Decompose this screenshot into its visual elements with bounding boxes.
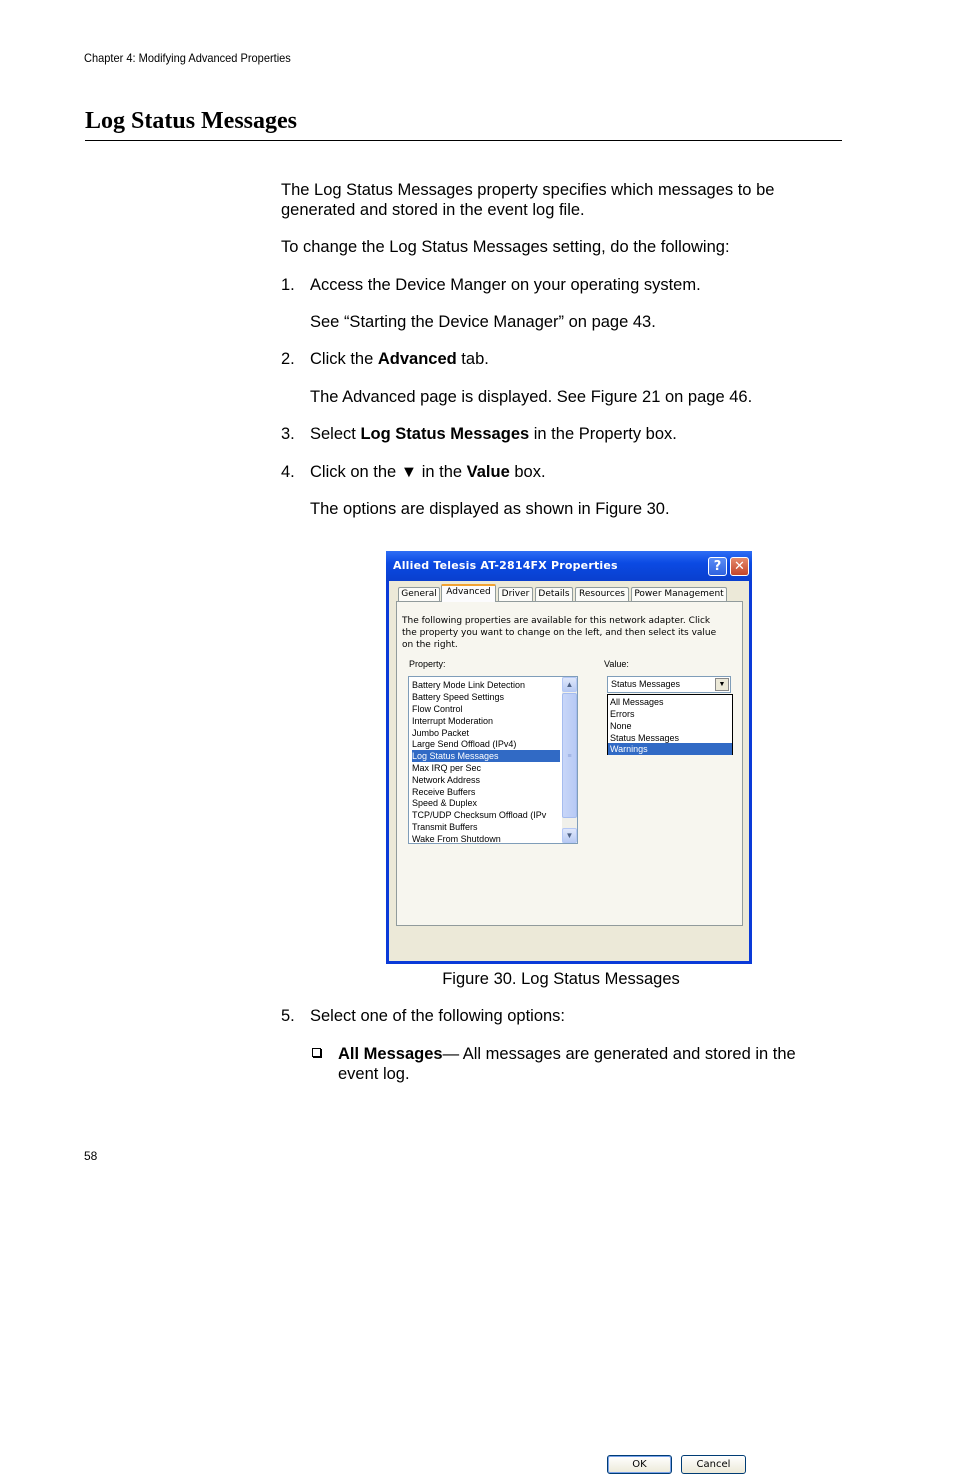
option-line-2: event log. [338, 1065, 410, 1083]
close-button[interactable]: ✕ [730, 557, 749, 576]
step-2-text [310, 349, 489, 369]
property-item[interactable]: Receive Buffers [412, 787, 476, 797]
step-5-text: Select one of the following options: [310, 1007, 566, 1025]
property-item[interactable]: Large Send Offload (IPv4) [412, 739, 517, 749]
step-2-bold: Advanced [377, 350, 457, 368]
option-all-messages-bold: All Messages [338, 1045, 443, 1063]
step-2-post: tab. [456, 350, 489, 368]
step-4-post: box. [509, 463, 546, 481]
step-2-pre: Click the [310, 350, 378, 368]
intro-line-1: The Log Status Messages property specifies which messages to be [281, 181, 775, 199]
section-title: Log Status Messages [85, 108, 298, 134]
intro-paragraph [281, 180, 774, 220]
scroll-down-icon[interactable]: ▼ [562, 828, 577, 843]
value-option[interactable]: All Messages [610, 697, 664, 707]
property-item[interactable]: Flow Control [412, 704, 463, 714]
step-3-text [310, 424, 677, 444]
step-3-post: in the Property box. [529, 425, 677, 443]
step-2-note: The Advanced page is displayed. See Figure 21 on page 46. [310, 388, 753, 406]
step-5-number: 5. [281, 1007, 295, 1025]
option-all-messages [338, 1044, 796, 1084]
property-item[interactable]: Network Address [412, 775, 481, 785]
option-line-1 [338, 1044, 796, 1064]
value-option[interactable]: None [610, 721, 632, 731]
property-item[interactable]: Speed & Duplex [412, 798, 478, 808]
property-item[interactable]: Interrupt Moderation [412, 716, 494, 726]
property-label: Property: [409, 659, 446, 669]
property-scrollbar[interactable] [562, 677, 577, 843]
tab-power-management[interactable]: Power Management [631, 587, 727, 601]
property-item[interactable]: TCP/UDP Checksum Offload (IPv [412, 810, 547, 820]
running-head: Chapter 4: Modifying Advanced Properties [84, 51, 291, 65]
value-combobox[interactable] [607, 676, 731, 693]
value-combobox-text: Status Messages [611, 679, 681, 689]
tab-general[interactable]: General [398, 587, 440, 601]
tab-details[interactable]: Details [535, 587, 573, 601]
page-number: 58 [84, 1149, 98, 1163]
step-3-pre: Select [310, 425, 361, 443]
tab-advanced[interactable]: Advanced [441, 584, 496, 602]
description-line-3: on the right. [402, 640, 458, 650]
step-4-pre: Click on the ▼ in the [310, 463, 467, 481]
cancel-button[interactable]: Cancel [681, 1455, 746, 1474]
help-button[interactable]: ? [708, 557, 727, 576]
step-4-number: 4. [281, 463, 295, 481]
property-item[interactable]: Transmit Buffers [412, 822, 478, 832]
dialog-title: Allied Telesis AT-2814FX Properties [393, 559, 618, 572]
tab-resources[interactable]: Resources [575, 587, 629, 601]
step-4-bold: Value [466, 463, 510, 481]
title-rule [85, 140, 842, 141]
value-dropdown-list[interactable] [607, 694, 733, 755]
figure-caption: Figure 30. Log Status Messages [442, 970, 680, 988]
property-listbox[interactable] [408, 676, 578, 844]
value-option-highlighted[interactable]: Warnings [608, 743, 732, 755]
tab-driver[interactable]: Driver [498, 587, 533, 601]
property-item-selected[interactable]: Log Status Messages [412, 750, 560, 762]
property-item[interactable]: Battery Mode Link Detection [412, 680, 526, 690]
value-option[interactable]: Errors [610, 709, 635, 719]
property-item[interactable]: Wake From Shutdown [412, 834, 501, 843]
value-label: Value: [604, 659, 629, 669]
step-1-text: Access the Device Manger on your operating system. [310, 276, 701, 294]
dialog-controls-layer [386, 551, 752, 964]
value-option[interactable]: Status Messages [610, 733, 680, 743]
property-item[interactable]: Max IRQ per Sec [412, 763, 482, 773]
description-line-2: the property you want to change on the left, and then select its value [402, 628, 717, 638]
scroll-thumb[interactable]: ≡ [562, 693, 577, 818]
step-3-bold: Log Status Messages [360, 425, 530, 443]
step-3-number: 3. [281, 425, 295, 443]
description-line-1: The following properties are available for this network adapter. Click [402, 616, 711, 626]
step-2-number: 2. [281, 350, 295, 368]
scroll-up-icon[interactable]: ▲ [562, 677, 577, 692]
ok-button[interactable]: OK [607, 1455, 672, 1474]
instructions-lead: To change the Log Status Messages setting, do the following: [281, 238, 730, 256]
step-4-text [310, 462, 546, 482]
property-item[interactable]: Jumbo Packet [412, 728, 470, 738]
step-1-number: 1. [281, 276, 295, 294]
intro-line-2: generated and stored in the event log file. [281, 201, 585, 219]
step-4-note: The options are displayed as shown in Figure 30. [310, 500, 670, 518]
property-item[interactable]: Battery Speed Settings [412, 692, 505, 702]
chevron-down-icon[interactable]: ▼ [715, 678, 729, 691]
step-1-note: See “Starting the Device Manager” on page 43. [310, 313, 656, 331]
checkbox-bullet-icon [312, 1048, 321, 1057]
option-all-messages-rest: — All messages are generated and stored in the [442, 1045, 796, 1063]
